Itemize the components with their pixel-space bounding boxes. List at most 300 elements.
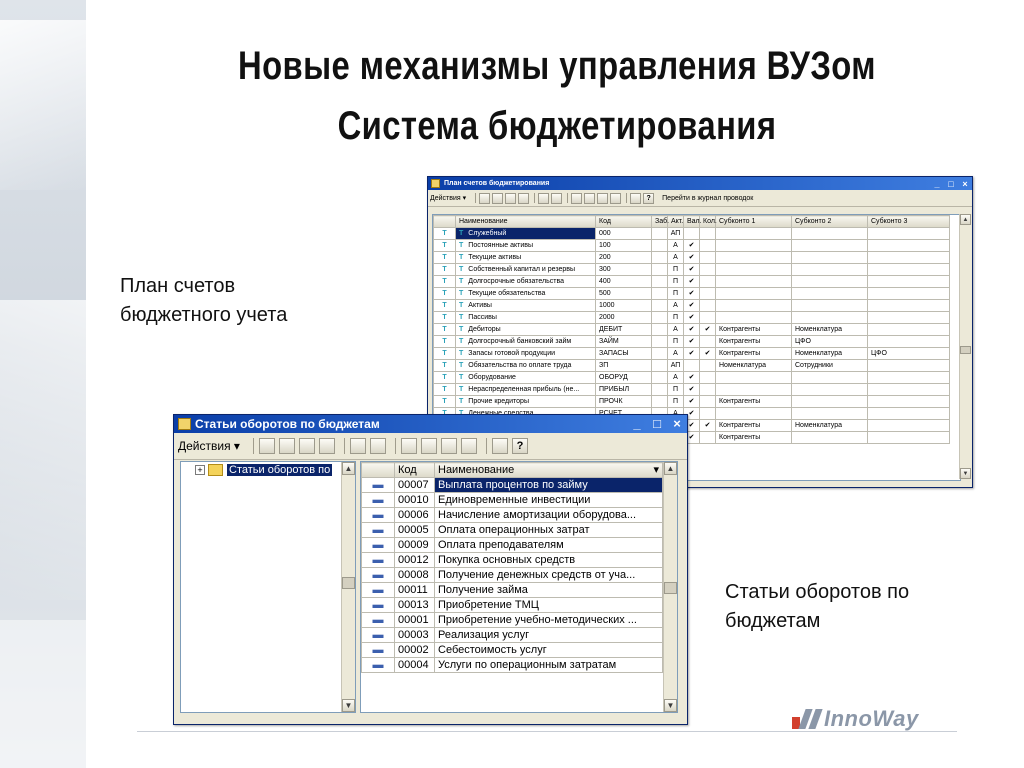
refresh-icon[interactable] — [492, 438, 508, 454]
table-row[interactable] — [362, 553, 663, 568]
account-icon: T — [459, 254, 464, 261]
cell-code: 00008 — [395, 568, 435, 583]
table-row[interactable] — [362, 658, 663, 673]
toolbar-separator — [395, 438, 396, 454]
cell-active: П — [668, 396, 684, 408]
cell-subconto-2 — [792, 252, 868, 264]
cell-currency: ✔ — [684, 396, 700, 408]
cell-code: 500 — [596, 288, 652, 300]
account-icon: T — [459, 278, 464, 285]
cell-code: ЗП — [596, 360, 652, 372]
cell-off-balance — [652, 360, 668, 372]
cell-off-balance — [652, 240, 668, 252]
maximize-icon[interactable]: □ — [653, 416, 661, 431]
toolbar-separator — [344, 438, 345, 454]
cell-code: 200 — [596, 252, 652, 264]
cell-quantity: ✔ — [700, 348, 716, 360]
cell-subconto-3 — [868, 240, 950, 252]
up-level-icon[interactable] — [370, 438, 386, 454]
copy-icon[interactable] — [299, 438, 315, 454]
cell-currency: ✔ — [684, 264, 700, 276]
cell-subconto-3 — [868, 276, 950, 288]
article-item-icon: ▬ — [362, 538, 395, 553]
vertical-scrollbar[interactable] — [341, 462, 355, 712]
vertical-scrollbar[interactable] — [663, 462, 677, 712]
filter-history-icon[interactable] — [441, 438, 457, 454]
cell-name — [456, 348, 596, 360]
cell-subconto-1 — [716, 264, 792, 276]
scroll-down-icon[interactable]: ▼ — [960, 468, 971, 479]
table-row[interactable] — [434, 228, 950, 240]
scroll-up-icon[interactable]: ▲ — [664, 462, 677, 475]
article-item-icon: ▬ — [362, 583, 395, 598]
cell-code: 00012 — [395, 553, 435, 568]
refresh-icon[interactable] — [630, 193, 641, 204]
table-row[interactable] — [434, 360, 950, 372]
cell-code: ЗАПАСЫ — [596, 348, 652, 360]
cell-code: 00003 — [395, 628, 435, 643]
account-icon: T — [459, 386, 464, 393]
cell-code: 00010 — [395, 493, 435, 508]
budget-articles-window — [173, 414, 688, 725]
add-icon[interactable] — [259, 438, 275, 454]
cell-name-text: Долгосрочные обязательства — [468, 278, 564, 285]
cell-code: 00011 — [395, 583, 435, 598]
account-type-icon: T — [434, 384, 456, 396]
account-icon: T — [459, 350, 464, 357]
actions-menu-button[interactable]: Действия ▾ — [178, 439, 240, 453]
filter-list-icon[interactable] — [584, 193, 595, 204]
cell-subconto-1: Контрагенты — [716, 336, 792, 348]
cell-currency: ✔ — [684, 336, 700, 348]
table-row[interactable] — [362, 613, 663, 628]
cell-name: Получение денежных средств от уча... — [435, 568, 663, 583]
cell-subconto-1: Контрагенты — [716, 420, 792, 432]
go-to-journal-button[interactable]: Перейти в журнал проводок — [662, 194, 754, 202]
delete-icon[interactable] — [319, 438, 335, 454]
add-group-icon[interactable] — [279, 438, 295, 454]
cell-subconto-1 — [716, 384, 792, 396]
toolbar-separator — [253, 438, 254, 454]
cell-name-text: Текущие активы — [468, 254, 522, 261]
sidebar-highlight — [0, 20, 86, 190]
filter-history-icon[interactable] — [597, 193, 608, 204]
column-header-off-balance[interactable]: Заб. — [652, 216, 668, 228]
cell-subconto-3 — [868, 264, 950, 276]
cell-code: 00006 — [395, 508, 435, 523]
cell-active: АП — [668, 228, 684, 240]
cell-currency: ✔ — [684, 384, 700, 396]
close-icon[interactable]: × — [962, 178, 968, 189]
cell-currency: ✔ — [684, 240, 700, 252]
cell-subconto-3 — [868, 300, 950, 312]
caption-accounts-plan — [120, 272, 287, 330]
toolbar-separator — [534, 193, 535, 203]
cell-code: 00007 — [395, 478, 435, 493]
cell-currency: ✔ — [684, 276, 700, 288]
cell-code: 00004 — [395, 658, 435, 673]
cell-off-balance — [652, 396, 668, 408]
cell-name-text: Пассивы — [468, 314, 497, 321]
actions-menu-label: Действия — [430, 195, 461, 202]
hierarchy-icon[interactable] — [538, 193, 549, 204]
cell-currency: ✔ — [684, 372, 700, 384]
window-icon — [431, 179, 440, 188]
account-icon: T — [459, 230, 464, 237]
scroll-down-icon[interactable]: ▼ — [342, 699, 355, 712]
account-type-icon: T — [434, 288, 456, 300]
minimize-icon[interactable]: _ — [934, 178, 940, 189]
cell-code: 00009 — [395, 538, 435, 553]
cell-off-balance — [652, 336, 668, 348]
article-item-icon: ▬ — [362, 613, 395, 628]
cell-subconto-3 — [868, 360, 950, 372]
cell-subconto-3 — [868, 324, 950, 336]
cell-name: Услуги по операционным затратам — [435, 658, 663, 673]
cell-name — [456, 252, 596, 264]
account-type-icon: T — [434, 336, 456, 348]
cell-name: Выплата процентов по займу — [435, 478, 663, 493]
minimize-icon[interactable]: _ — [633, 416, 641, 431]
cell-subconto-1 — [716, 252, 792, 264]
table-row[interactable] — [362, 598, 663, 613]
cell-subconto-3 — [868, 432, 950, 444]
table-row[interactable] — [434, 336, 950, 348]
table-header — [434, 216, 950, 228]
add-group-icon[interactable] — [492, 193, 503, 204]
cell-subconto-2 — [792, 408, 868, 420]
account-icon: T — [459, 338, 464, 345]
table-row[interactable] — [362, 538, 663, 553]
logo-text: InnoWay — [824, 706, 919, 731]
cell-subconto-1 — [716, 300, 792, 312]
cell-off-balance — [652, 384, 668, 396]
cell-currency: ✔ — [684, 288, 700, 300]
cell-subconto-3 — [868, 228, 950, 240]
cell-subconto-3 — [868, 384, 950, 396]
cell-name-text: Дебиторы — [468, 326, 501, 333]
column-header-name[interactable]: Наименование — [456, 216, 596, 228]
sort-icon: ▾ — [653, 464, 659, 476]
caption-budget-articles — [725, 578, 909, 636]
column-header-label: Наименование — [438, 464, 515, 476]
table-row[interactable] — [434, 288, 950, 300]
account-icon: T — [459, 302, 464, 309]
toolbar-separator — [475, 193, 476, 203]
window-titlebar[interactable] — [428, 177, 972, 190]
account-type-icon: T — [434, 252, 456, 264]
folder-icon — [208, 464, 223, 476]
scroll-up-icon[interactable]: ▲ — [960, 214, 971, 225]
cell-subconto-1: Контрагенты — [716, 432, 792, 444]
cell-quantity — [700, 264, 716, 276]
table-row[interactable] — [434, 252, 950, 264]
cell-subconto-2 — [792, 396, 868, 408]
hierarchy-icon[interactable] — [350, 438, 366, 454]
cell-name — [456, 264, 596, 276]
window-controls — [930, 178, 972, 190]
cell-quantity — [700, 384, 716, 396]
cell-active: П — [668, 264, 684, 276]
add-icon[interactable] — [479, 193, 490, 204]
cell-code: ЗАЙМ — [596, 336, 652, 348]
account-type-icon: T — [434, 396, 456, 408]
cell-code: 00001 — [395, 613, 435, 628]
cell-off-balance — [652, 276, 668, 288]
account-icon: T — [459, 314, 464, 321]
cell-subconto-3 — [868, 396, 950, 408]
up-level-icon[interactable] — [551, 193, 562, 204]
cell-active: П — [668, 312, 684, 324]
account-icon: T — [459, 362, 464, 369]
cell-quantity — [700, 240, 716, 252]
articles-table — [360, 461, 678, 713]
article-item-icon: ▬ — [362, 493, 395, 508]
cell-quantity — [700, 396, 716, 408]
cell-active: П — [668, 276, 684, 288]
caption-line: бюджетам — [725, 610, 821, 632]
filter-off-icon[interactable] — [461, 438, 477, 454]
cell-subconto-2 — [792, 228, 868, 240]
close-icon[interactable]: × — [673, 416, 681, 431]
cell-subconto-3 — [868, 252, 950, 264]
account-type-icon: T — [434, 348, 456, 360]
cell-subconto-1: Контрагенты — [716, 348, 792, 360]
cell-currency — [684, 228, 700, 240]
scroll-down-icon[interactable]: ▼ — [664, 699, 677, 712]
cell-active: А — [668, 300, 684, 312]
filter-list-icon[interactable] — [421, 438, 437, 454]
account-type-icon: T — [434, 372, 456, 384]
vertical-scrollbar[interactable] — [959, 214, 971, 479]
column-header-code[interactable]: Код — [596, 216, 652, 228]
table-row[interactable] — [434, 312, 950, 324]
cell-name — [456, 336, 596, 348]
help-icon[interactable]: ? — [643, 193, 654, 204]
cell-quantity: ✔ — [700, 324, 716, 336]
cell-active: П — [668, 384, 684, 396]
account-icon: T — [459, 242, 464, 249]
scroll-up-icon[interactable]: ▲ — [342, 462, 355, 475]
column-header-active[interactable]: Акт. — [668, 216, 684, 228]
logo-mark-icon — [790, 707, 824, 731]
cell-quantity — [700, 300, 716, 312]
table-row[interactable] — [362, 478, 663, 493]
cell-active: А — [668, 324, 684, 336]
cell-quantity — [700, 228, 716, 240]
sidebar-highlight — [0, 620, 86, 768]
window-titlebar[interactable] — [174, 415, 687, 433]
column-header-currency[interactable]: Вал. — [684, 216, 700, 228]
toolbar-separator — [486, 438, 487, 454]
cell-currency: ✔ — [684, 408, 700, 420]
cell-currency: ✔ — [684, 420, 700, 432]
window-icon — [178, 418, 191, 430]
table-row[interactable] — [362, 583, 663, 598]
column-header-subconto-3[interactable]: Субконто 3 — [868, 216, 950, 228]
actions-menu-button[interactable]: Действия ▾ — [430, 195, 467, 202]
table-row[interactable] — [434, 324, 950, 336]
cell-subconto-2 — [792, 432, 868, 444]
account-icon: T — [459, 326, 464, 333]
filter-icon[interactable] — [571, 193, 582, 204]
cell-subconto-2 — [792, 264, 868, 276]
table-row[interactable] — [434, 276, 950, 288]
cell-code: ПРИБЫЛ — [596, 384, 652, 396]
cell-active: А — [668, 372, 684, 384]
account-icon: T — [459, 290, 464, 297]
table-row[interactable] — [434, 384, 950, 396]
cell-code: 400 — [596, 276, 652, 288]
cell-name — [456, 384, 596, 396]
column-header-subconto-2[interactable]: Субконто 2 — [792, 216, 868, 228]
cell-off-balance — [652, 324, 668, 336]
toolbar — [428, 190, 972, 207]
cell-subconto-2: Номенклатура — [792, 324, 868, 336]
article-item-icon: ▬ — [362, 478, 395, 493]
table-row[interactable] — [362, 523, 663, 538]
cell-code: 00002 — [395, 643, 435, 658]
account-type-icon: T — [434, 360, 456, 372]
cell-name: Единовременные инвестиции — [435, 493, 663, 508]
cell-subconto-3 — [868, 312, 950, 324]
cell-name: Оплата операционных затрат — [435, 523, 663, 538]
cell-name: Покупка основных средств — [435, 553, 663, 568]
innoway-logo — [790, 706, 919, 732]
cell-code: 1000 — [596, 300, 652, 312]
cell-subconto-3: ЦФО — [868, 348, 950, 360]
cell-subconto-2 — [792, 240, 868, 252]
table-header — [362, 463, 663, 478]
cell-off-balance — [652, 312, 668, 324]
table-row[interactable] — [362, 643, 663, 658]
cell-name — [456, 240, 596, 252]
cell-subconto-1 — [716, 228, 792, 240]
cell-quantity — [700, 276, 716, 288]
cell-active: П — [668, 336, 684, 348]
window-controls — [627, 415, 687, 433]
copy-icon[interactable] — [505, 193, 516, 204]
cell-subconto-2: Сотрудники — [792, 360, 868, 372]
cell-code: ДЕБИТ — [596, 324, 652, 336]
cell-code: 100 — [596, 240, 652, 252]
article-item-icon: ▬ — [362, 598, 395, 613]
cell-code: 2000 — [596, 312, 652, 324]
scroll-thumb[interactable] — [960, 346, 971, 354]
column-header-quantity[interactable]: Кол. — [700, 216, 716, 228]
tree-item-root[interactable] — [195, 464, 332, 476]
cell-quantity — [700, 252, 716, 264]
cell-subconto-2 — [792, 372, 868, 384]
delete-icon[interactable] — [518, 193, 529, 204]
cell-name: Начисление амортизации оборудова... — [435, 508, 663, 523]
cell-subconto-2 — [792, 312, 868, 324]
cell-subconto-1 — [716, 240, 792, 252]
cell-name-text: Обязательства по оплате труда — [468, 362, 572, 369]
decorative-sidebar — [0, 0, 86, 768]
cell-code: 300 — [596, 264, 652, 276]
cell-name-text: Оборудование — [468, 374, 516, 381]
table-row[interactable] — [362, 508, 663, 523]
cell-name-text: Собственный капитал и резервы — [468, 266, 576, 273]
cell-name: Оплата преподавателям — [435, 538, 663, 553]
article-item-icon: ▬ — [362, 658, 395, 673]
table-row[interactable] — [434, 348, 950, 360]
cell-name-text: Запасы готовой продукции — [468, 350, 556, 357]
table-row[interactable] — [362, 493, 663, 508]
article-item-icon: ▬ — [362, 553, 395, 568]
cell-currency: ✔ — [684, 348, 700, 360]
slide-subtitle: Система бюджетирования — [337, 104, 777, 148]
cell-name: Реализация услуг — [435, 628, 663, 643]
column-header-icon — [434, 216, 456, 228]
table-row[interactable] — [434, 372, 950, 384]
cell-subconto-1 — [716, 372, 792, 384]
article-item-icon: ▬ — [362, 568, 395, 583]
table-row[interactable] — [434, 396, 950, 408]
filter-icon[interactable] — [401, 438, 417, 454]
article-item-icon: ▬ — [362, 643, 395, 658]
cell-quantity — [700, 360, 716, 372]
caption-line: План счетов — [120, 275, 236, 297]
cell-subconto-3 — [868, 336, 950, 348]
column-header-name[interactable] — [435, 463, 663, 478]
table-row[interactable] — [434, 240, 950, 252]
expand-icon[interactable]: + — [195, 465, 205, 475]
cell-currency: ✔ — [684, 300, 700, 312]
cell-quantity — [700, 312, 716, 324]
account-type-icon: T — [434, 312, 456, 324]
scroll-thumb[interactable] — [342, 577, 355, 589]
cell-name-text: Долгосрочный банковский займ — [468, 338, 572, 345]
article-item-icon: ▬ — [362, 523, 395, 538]
account-type-icon: T — [434, 324, 456, 336]
cell-name: Приобретение ТМЦ — [435, 598, 663, 613]
maximize-icon[interactable]: □ — [948, 178, 954, 189]
cell-off-balance — [652, 372, 668, 384]
table-row[interactable] — [434, 300, 950, 312]
cell-name-text: Служебный — [468, 230, 507, 237]
sidebar-highlight — [0, 300, 86, 600]
column-header-subconto-1[interactable]: Субконто 1 — [716, 216, 792, 228]
column-header-code[interactable]: Код — [395, 463, 435, 478]
cell-quantity — [700, 288, 716, 300]
help-icon[interactable]: ? — [512, 438, 528, 454]
filter-off-icon[interactable] — [610, 193, 621, 204]
cell-subconto-1: Контрагенты — [716, 396, 792, 408]
account-type-icon: T — [434, 300, 456, 312]
scroll-thumb[interactable] — [664, 582, 677, 594]
cell-subconto-3 — [868, 288, 950, 300]
table-row[interactable] — [434, 264, 950, 276]
cell-name — [456, 360, 596, 372]
account-icon: T — [459, 398, 464, 405]
caption-line: Статьи оборотов по — [725, 581, 910, 603]
account-icon: T — [459, 374, 464, 381]
cell-name — [456, 312, 596, 324]
cell-subconto-1: Контрагенты — [716, 324, 792, 336]
cell-name: Приобретение учебно-методических ... — [435, 613, 663, 628]
cell-active: АП — [668, 360, 684, 372]
cell-off-balance — [652, 228, 668, 240]
cell-subconto-2: ЦФО — [792, 336, 868, 348]
column-header-icon — [362, 463, 395, 478]
cell-currency: ✔ — [684, 432, 700, 444]
table-row[interactable] — [362, 568, 663, 583]
window-title: Статьи оборотов по бюджетам — [195, 417, 380, 431]
cell-subconto-1: Номенклатура — [716, 360, 792, 372]
table-row[interactable] — [362, 628, 663, 643]
